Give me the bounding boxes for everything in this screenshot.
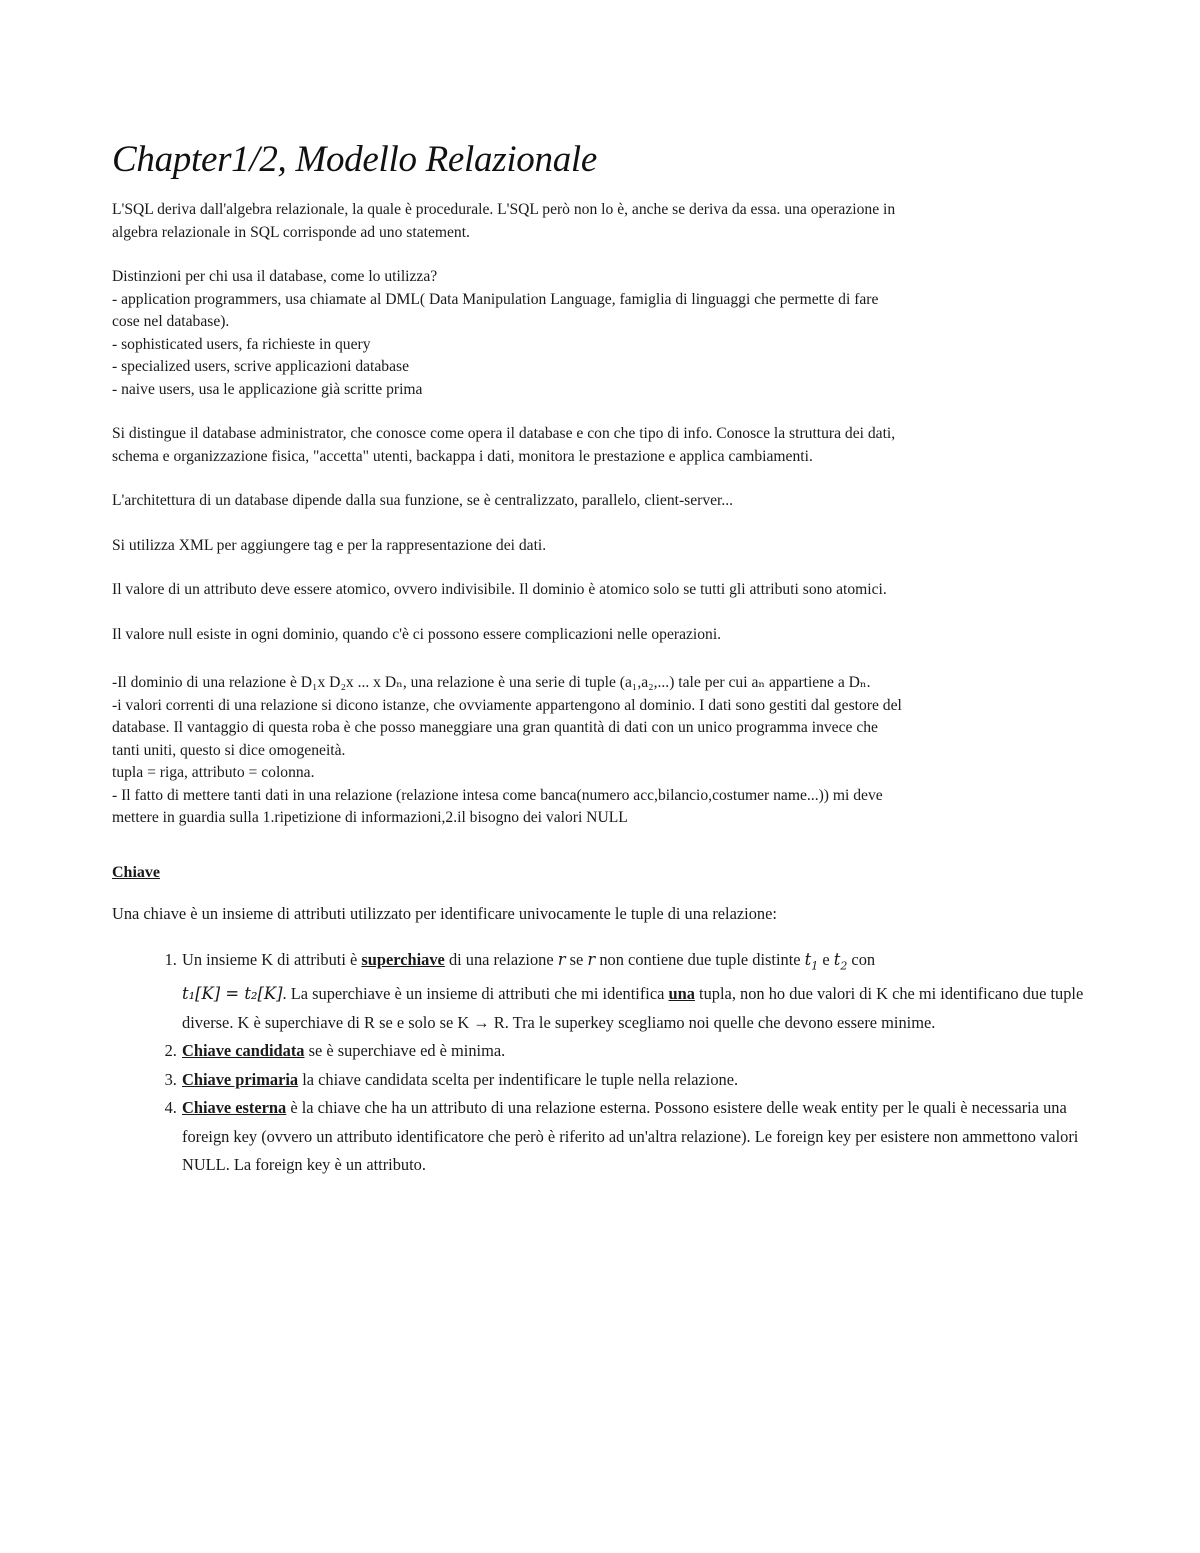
term-superchiave: superchiave [361,949,445,969]
document-page [112,138,1092,1180]
text-line: database. Il vantaggio di questa roba è che posso maneggiare una gran quantità di dati con un unico programma invece che [112,719,878,736]
text-run: la chiave candidata scelta per indentificare le tuple nella relazione. [298,1069,739,1089]
paragraph-architecture: L'architettura di un database dipende dalla sua funzione, se è centralizzato, parallelo, client-server... [112,492,734,509]
text-line: tupla = riga, attributo = colonna. [112,764,315,781]
text-line: algebra relazionale in SQL corrisponde ad uno statement. [112,223,470,241]
text-line: L'SQL deriva dall'algebra relazionale, la quale è procedurale. L'SQL però non lo è, anche se deriva da essa. una operazione in [112,201,896,218]
text-run: tupla, non ho due valori di K che mi identificano due tuple diverse. K è superchiave di R se e solo se K → R. Tra le superkey scegliamo noi quelle che devono essere minime. [182,984,1084,1032]
term-una: una [668,984,695,1004]
list-item-chiave-esterna [181,1094,1092,1180]
text-line: -i valori correnti di una relazione si dicono istanze, che ovviamente appartengono al dominio. I dati sono gestiti dal gestore del [112,696,902,714]
text-run: non contiene due tuple distinte [595,949,805,969]
math-symbol: t [833,949,841,969]
text-line: - application programmers, usa chiamate al DML( Data Manipulation Language, famiglia di linguaggi che permette di fare [112,290,879,308]
paragraph-dba [112,423,1092,468]
text-line: - specialized users, scrive applicazioni database [112,358,410,375]
page-title: Chapter1/2, Modello Relazionale [112,139,597,180]
math-symbol: r [557,949,566,969]
list-item-superchiave [181,946,1092,1038]
text-line: Si distingue il database administrator, che conosce come opera il database e con che tipo di info. Conosce la struttura dei dati, [112,425,896,442]
paragraph-xml: Si utilizza XML per aggiungere tag e per la rappresentazione dei dati. [112,536,547,554]
text-line: Distinzioni per chi usa il database, come lo utilizza? [112,268,438,285]
math-subscript: 1 [811,958,819,972]
paragraph-atomic: Il valore di un attributo deve essere atomico, ovvero indivisibile. Il dominio è atomico solo se tutti gli attributi sono atomici. [112,581,887,598]
text-line: - sophisticated users, fa richieste in query [112,335,371,353]
text-run: se [565,949,588,969]
text-run: di una relazione [444,949,558,969]
text-run: e [818,949,834,969]
text-line: - naive users, usa le applicazione già scritte prima [112,380,423,398]
text-run: con [847,949,876,969]
text-line: - Il fatto di mettere tanti dati in una relazione (relazione intesa come banca(numero acc,bilancio,costumer name...)) mi deve [112,786,883,804]
term-chiave-primaria: Chiave primaria [182,1069,299,1089]
text-line: mettere in guardia sulla 1.ripetizione di informazioni,2.il bisogno dei valori NULL [112,809,628,826]
text-line: schema e organizzazione fisica, "accetta" utenti, backappa i dati, monitora le prestazione e applica cambiamenti. [112,447,813,465]
paragraph-domain [112,672,1092,830]
term-chiave-candidata: Chiave candidata [182,1041,305,1061]
text-run: se è superchiave ed è minima. [304,1041,506,1061]
list-item-chiave-primaria [181,1066,1092,1095]
paragraph-null: Il valore null esiste in ogni dominio, quando c'è ci possono essere complicazioni nelle operazioni. [112,625,722,643]
text-line: -Il dominio di una relazione è D₁x D₂x ... x Dₙ, una relazione è una serie di tuple (a₁,a₂,...) tale per cui aₙ appartiene a Dₙ. [112,674,871,691]
paragraph-user-types [112,266,1092,401]
text-run: è la chiave che ha un attributo di una relazione esterna. Possono esistere delle weak entity per le quali è necessaria una foreign key (ovvero un attributo identificatore che però è riferito ad un'altra relazione). Le foreign key per esistere non ammettono valori NULL. La foreign key è un attributo. [182,1098,1079,1175]
math-symbol: t [804,949,812,969]
paragraph-sql-algebra [112,199,1092,244]
text-line: tanti uniti, questo si dice omogeneità. [112,741,346,759]
text-run: Un insieme K di attributi è [182,949,362,969]
section-heading-chiave: Chiave [112,863,160,881]
section-intro: Una chiave è un insieme di attributi utilizzato per identificare univocamente le tuple di una relazione: [112,903,777,923]
math-symbol: r [587,949,596,969]
math-equation: t₁[K] = t₂[K] [182,984,283,1004]
math-subscript: 2 [840,958,848,972]
term-chiave-esterna: Chiave esterna [182,1098,287,1118]
text-run: . La superchiave è un insieme di attributi che mi identifica [282,984,669,1004]
text-line: cose nel database). [112,313,230,330]
key-definitions-list [112,946,1092,1180]
list-item-chiave-candidata [181,1037,1092,1066]
